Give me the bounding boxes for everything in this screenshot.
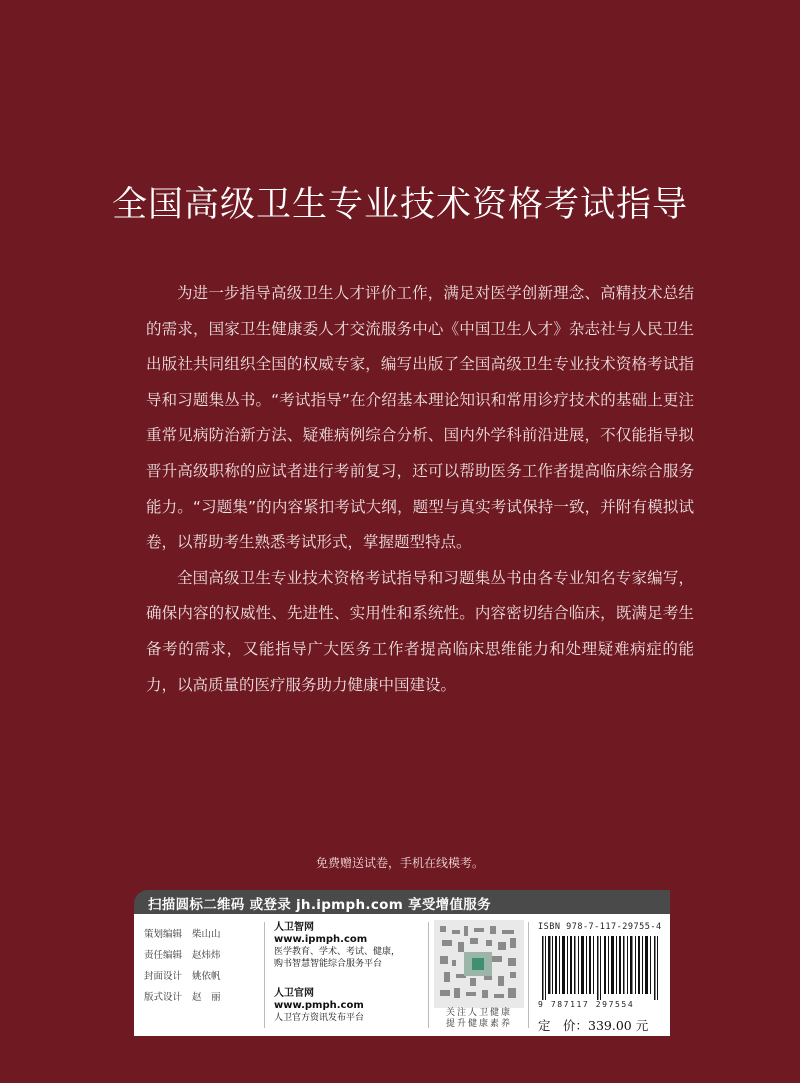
credit-row — [144, 987, 264, 1008]
qr-caption-line: 提升健康素养 — [445, 1019, 512, 1029]
credit-role: 责任编辑 — [144, 950, 183, 961]
site-desc: 购书智慧智能综合服务平台 — [274, 959, 383, 969]
scan-service-bar — [134, 890, 670, 914]
paragraph-1: 为进一步指导高级卫生人才评价工作，满足对医学创新理念、高精技术总结的需求，国家卫生健康委人才交流服务中心《中国卫生人才》杂志社与人民卫生出版社共同组织全国的权威专家，编写出版了全国高级卫生专业技术资格考试指导和习题集丛书。“考试指导”在介绍基本理论知识和常用诊疗技术的基础上更注重常见病防治新方法、疑难病例综合分析、国内外学科前沿进展，不仅能指导拟晋升高级职称的应试者进行考前复习，还可以帮助医务工作者提高临床综合服务能力。“习题集”的内容紧扣考试大纲，题型与真实考试保持一致，并附有模拟试卷，以帮助考生熟悉考试形式，掌握题型特点。 — [146, 284, 694, 552]
panel-divider — [428, 922, 429, 1028]
panel-divider — [528, 922, 529, 1028]
credit-name: 赵 丽 — [192, 992, 221, 1003]
credit-name: 姚依帆 — [192, 971, 221, 982]
description-text — [146, 276, 694, 703]
site-url[interactable]: www.ipmph.com — [274, 934, 368, 945]
credit-row — [144, 966, 264, 987]
credit-row — [144, 945, 264, 966]
site-desc: 医学教育、学术、考试、健康， — [274, 947, 401, 957]
site-name: 人卫智网 — [274, 922, 314, 933]
paragraph-2: 全国高级卫生专业技术资格考试指导和习题集丛书由各专业知名专家编写，确保内容的权威性、先进性、实用性和系统性。内容密切结合临床，既满足考生备考的需求，又能指导广大医务工作者提高临床思维能力和处理疑难病症的能力，以高质量的医疗服务助力健康中国建设。 — [146, 568, 694, 694]
ipmph-site-info — [274, 922, 400, 970]
qr-code-icon — [434, 920, 524, 1008]
site-name: 人卫官网 — [274, 988, 314, 999]
editor-credits — [144, 924, 264, 1008]
credit-name: 赵炜炜 — [192, 950, 221, 961]
credit-role: 版式设计 — [144, 992, 183, 1003]
site-url[interactable]: www.pmph.com — [274, 1000, 364, 1011]
qr-caption — [430, 1008, 528, 1030]
isbn-digits: 9 787117 297554 — [538, 1000, 635, 1009]
isbn-label: ISBN 978-7-117-29755-4 — [538, 922, 662, 932]
credit-row — [144, 924, 264, 945]
publisher-info-panel — [134, 914, 670, 1036]
isbn-barcode-icon — [538, 936, 664, 1000]
qr-code[interactable] — [434, 920, 524, 1008]
site-desc: 人卫官方资讯发布平台 — [274, 1013, 365, 1023]
panel-divider — [264, 922, 265, 1028]
price-label: 定 价：339.00 元 — [538, 1018, 649, 1033]
credit-role: 封面设计 — [144, 971, 183, 982]
free-exam-note: 免费赠送试卷，手机在线模考。 — [315, 856, 484, 870]
pmph-site-info — [274, 988, 364, 1024]
book-series-title: 全国高级卫生专业技术资格考试指导 — [111, 185, 688, 225]
credit-role: 策划编辑 — [144, 929, 183, 940]
scan-service-text: 扫描圆标二维码 或登录 jh.ipmph.com 享受增值服务 — [148, 897, 491, 913]
credit-name: 柴山山 — [192, 929, 221, 940]
qr-caption-line: 关注人卫健康 — [445, 1008, 512, 1018]
